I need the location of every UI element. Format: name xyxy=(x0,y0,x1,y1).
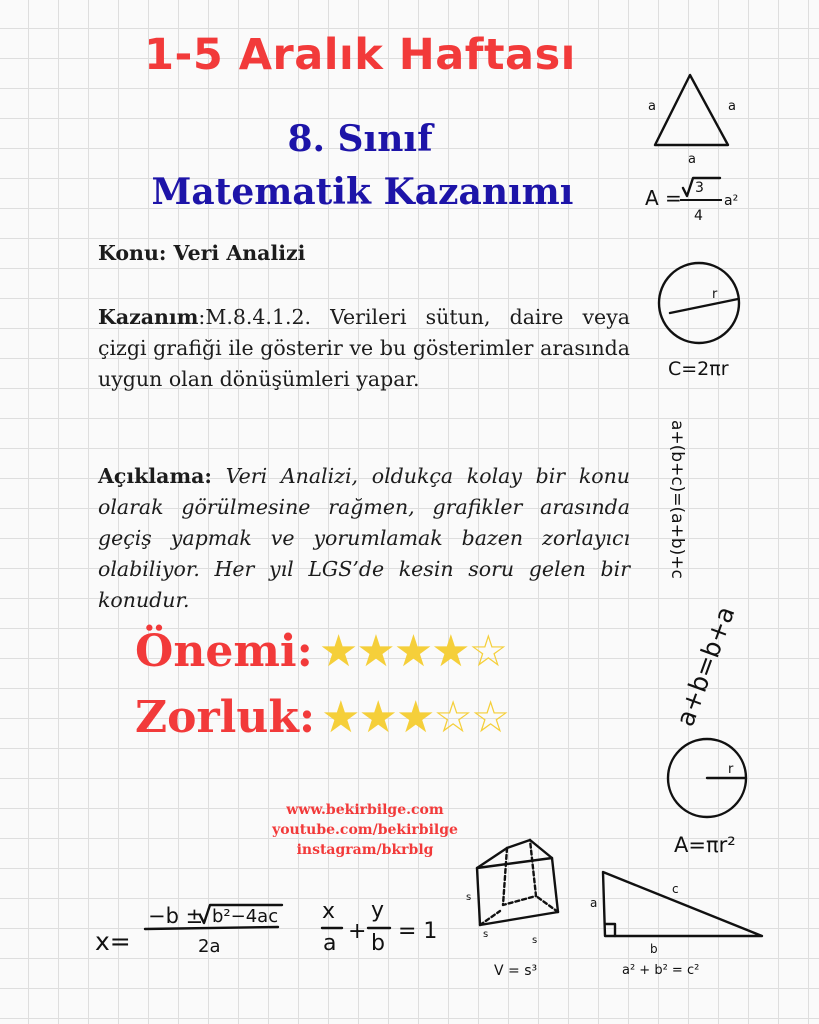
radius-label-1: r xyxy=(712,287,718,302)
circumference-formula: C=2πr xyxy=(668,358,729,380)
svg-text:a: a xyxy=(323,931,337,956)
svg-text:3: 3 xyxy=(695,180,704,196)
triangle-area-formula: A = xyxy=(645,186,682,210)
triangle-side-bottom: a xyxy=(688,152,696,167)
intercept-formula: x xyxy=(322,899,336,924)
topic-label: Konu: Veri Analizi xyxy=(98,241,306,265)
right-triangle-a: a xyxy=(590,896,598,910)
svg-text:a²: a² xyxy=(724,193,739,209)
cube-edge-3: s xyxy=(532,935,538,946)
svg-text:= 1: = 1 xyxy=(398,919,438,944)
cube-volume-formula: V = s³ xyxy=(494,963,538,979)
pythagoras-formula: a² + b² = c² xyxy=(622,963,700,978)
website-link[interactable]: www.bekirbilge.com xyxy=(286,802,444,818)
instagram-link[interactable]: instagram/bkrblg xyxy=(296,842,434,858)
right-triangle-b: b xyxy=(650,942,658,956)
svg-text:y: y xyxy=(371,898,385,923)
subject-title: Matematik Kazanımı xyxy=(151,171,574,213)
youtube-link[interactable]: youtube.com/bekirbilge xyxy=(272,822,458,838)
importance-label: Önemi: xyxy=(135,626,313,677)
difficulty-label: Zorluk: xyxy=(135,692,316,743)
description-text: Veri Analizi, oldukça kolay bir konu olarak görülmesine rağmen, grafikler arasında geçiş yapmak ve yorumlamak bazen zorlayıcı olabiliyor. Her yıl LGS’de kesin soru gelen bir konudur. xyxy=(98,464,630,612)
right-triangle-c: c xyxy=(672,882,679,896)
right-triangle-icon xyxy=(603,872,762,936)
svg-text:b: b xyxy=(371,931,385,956)
triangle-side-left: a xyxy=(648,99,656,114)
triangle-icon xyxy=(655,75,728,145)
circle-area-formula: A=πr² xyxy=(674,833,736,857)
outcome-text: :M.8.4.1.2. Verileri sütun, daire veya çizgi grafiği ile gösterir ve bu gösterimler arasında uygun olan dönüşümleri yapar. xyxy=(98,305,630,391)
cube-icon xyxy=(477,840,558,925)
svg-text:4: 4 xyxy=(694,208,703,224)
svg-text:b²−4ac: b²−4ac xyxy=(212,906,279,927)
cube-edge-2: s xyxy=(483,929,489,940)
svg-text:−b ±: −b ± xyxy=(148,904,204,928)
outcome-label: Kazanım xyxy=(98,305,199,329)
importance-stars: ★★★★☆ xyxy=(318,626,507,677)
radius-label-2: r xyxy=(728,762,734,777)
distributive-formula: a+(b+c)=(a+b)+c xyxy=(667,420,687,579)
week-title: 1-5 Aralık Haftası xyxy=(144,30,576,80)
cube-edge-1: s xyxy=(466,892,472,903)
triangle-side-right: a xyxy=(728,99,736,114)
description-label: Açıklama: xyxy=(98,464,212,488)
difficulty-stars: ★★★☆☆ xyxy=(321,692,509,743)
commutative-formula: a+b=b+a xyxy=(670,602,741,731)
grade-title: 8. Sınıf xyxy=(287,118,433,160)
quadratic-x: x= xyxy=(95,927,131,956)
svg-text:+: + xyxy=(348,919,367,944)
svg-text:2a: 2a xyxy=(198,936,221,957)
circle-circumference-icon xyxy=(659,263,739,343)
